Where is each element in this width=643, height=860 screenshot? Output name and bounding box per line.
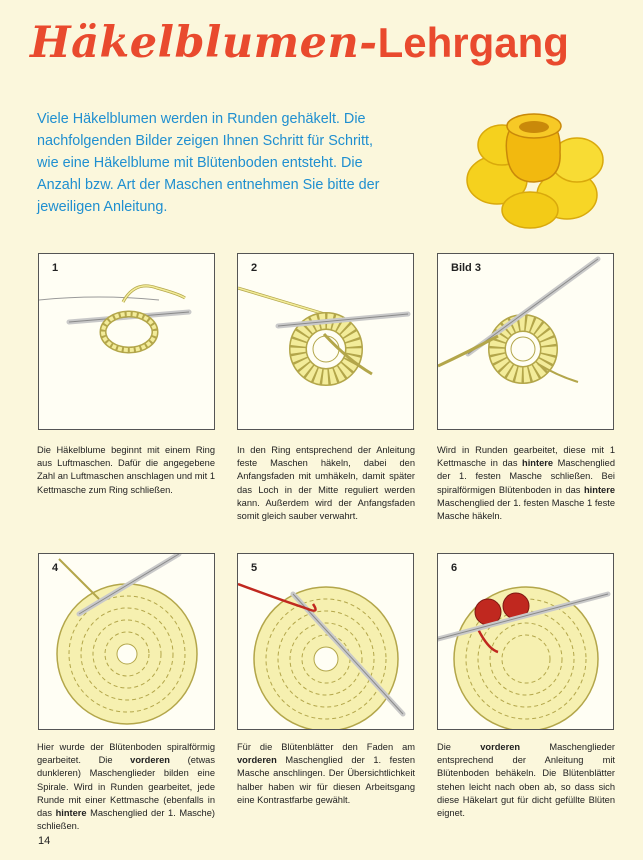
step-5-illustration — [237, 553, 414, 730]
title-part-1: Häkelblumen- — [30, 18, 378, 68]
step-5-caption-bold-1: vorderen — [237, 755, 277, 766]
step-3-illustration — [437, 253, 614, 430]
step-6-label: 6 — [451, 562, 458, 574]
step-2-illustration — [237, 253, 414, 430]
step-4-caption-part-3: Maschenglied der 1. Masche) schließen. — [37, 808, 215, 832]
daffodil-trumpet — [506, 114, 561, 182]
step-4-caption-part-1: Hier wurde der Blütenboden spiralförmig gearbeitet. Die — [37, 742, 215, 766]
intro-text: Viele Häkelblumen werden in Runden gehäkelt. Die nachfolgenden Bilder zeigen Ihnen Schritt für Schritt, wie eine Häkelblume mit Blütenboden entsteht. Die Anzahl bzw. Art der Maschen entnehmen Sie bitte der jeweiligen Anleitung. — [37, 111, 380, 215]
step-1-label: 1 — [52, 262, 59, 274]
step-2-caption: In den Ring entsprechend der Anleitung feste Maschen häkeln, dabei den Anfangsfaden mit umhäkeln, damit später das Loch in der Mitte reguliert werden kann. Außerdem wird der Anfangsfaden somit gleich sauber verwahrt. — [237, 445, 415, 522]
step-3-caption-part-2: Maschenglied der 1. festen Masche schließen. Bei spiralförmigen Blütenboden in das — [437, 458, 615, 495]
step-3-caption-bold-1: hintere — [522, 458, 554, 469]
step-4-label: 4 — [52, 562, 59, 574]
step-4-illustration — [38, 553, 215, 730]
step-3-caption — [437, 444, 615, 523]
step-1-caption: Die Häkelblume beginnt mit einem Ring aus Luftmaschen. Dafür die angegebene Zahl an Luftmaschen anschlagen und mit 1 Kettmasche zum Ring schließen. — [37, 445, 215, 495]
step-5-label: 5 — [251, 562, 258, 574]
step-6-caption — [437, 741, 615, 820]
step-2-label: 2 — [251, 262, 258, 274]
step-3-caption-part-1: Wird in Runden gearbeitet, diese mit 1 Kettmasche in das — [437, 445, 615, 469]
step-4-caption-part-2: (etwas dunkleren) Maschenglieder bilden eine Spirale. Wird in Runden gearbeitet, jede Runde mit einer Kettmasche (ebenfalls in das — [37, 755, 215, 819]
step-5-caption-part-2: Maschenglied der 1. festen Masche anschlingen. Der Übersichtlichkeit halber haben wir für diesen Arbeitsgang eine Kontrastfarbe gewählt. — [237, 755, 415, 805]
step-6-caption-part-1: Die — [437, 742, 481, 752]
step-3-caption-bold-2: hintere — [584, 484, 615, 495]
title-part-2: Lehrgang — [377, 19, 569, 66]
page-number: 14 — [38, 835, 51, 847]
step-5-caption — [237, 741, 415, 807]
step-1-illustration — [38, 253, 215, 430]
step-6-caption-bold-1: vorderen — [480, 742, 521, 752]
step-6-illustration — [437, 553, 614, 730]
step-4-caption-bold-2: hintere — [55, 808, 87, 819]
step-4-caption — [37, 741, 215, 833]
step-3-caption-part-3: Maschenglied der 1. festen Masche 1 feste Masche häkeln. — [437, 497, 615, 522]
step-3-label: Bild 3 — [451, 262, 481, 274]
step-6-caption-part-2: Maschenglieder entsprechend der Anleitung mit Blütenboden behäkeln. Die Blütenblätter stehen leicht nach oben ab, so dass sich diese Häkelart gut für dicht gefüllte Blüten eignet. — [437, 742, 615, 819]
step-5-caption-part-1: Für die Blütenblätter den Faden am — [237, 742, 415, 752]
page-title — [30, 18, 569, 68]
step-4-caption-bold-1: vorderen — [130, 755, 170, 766]
daffodil-image — [462, 100, 612, 230]
